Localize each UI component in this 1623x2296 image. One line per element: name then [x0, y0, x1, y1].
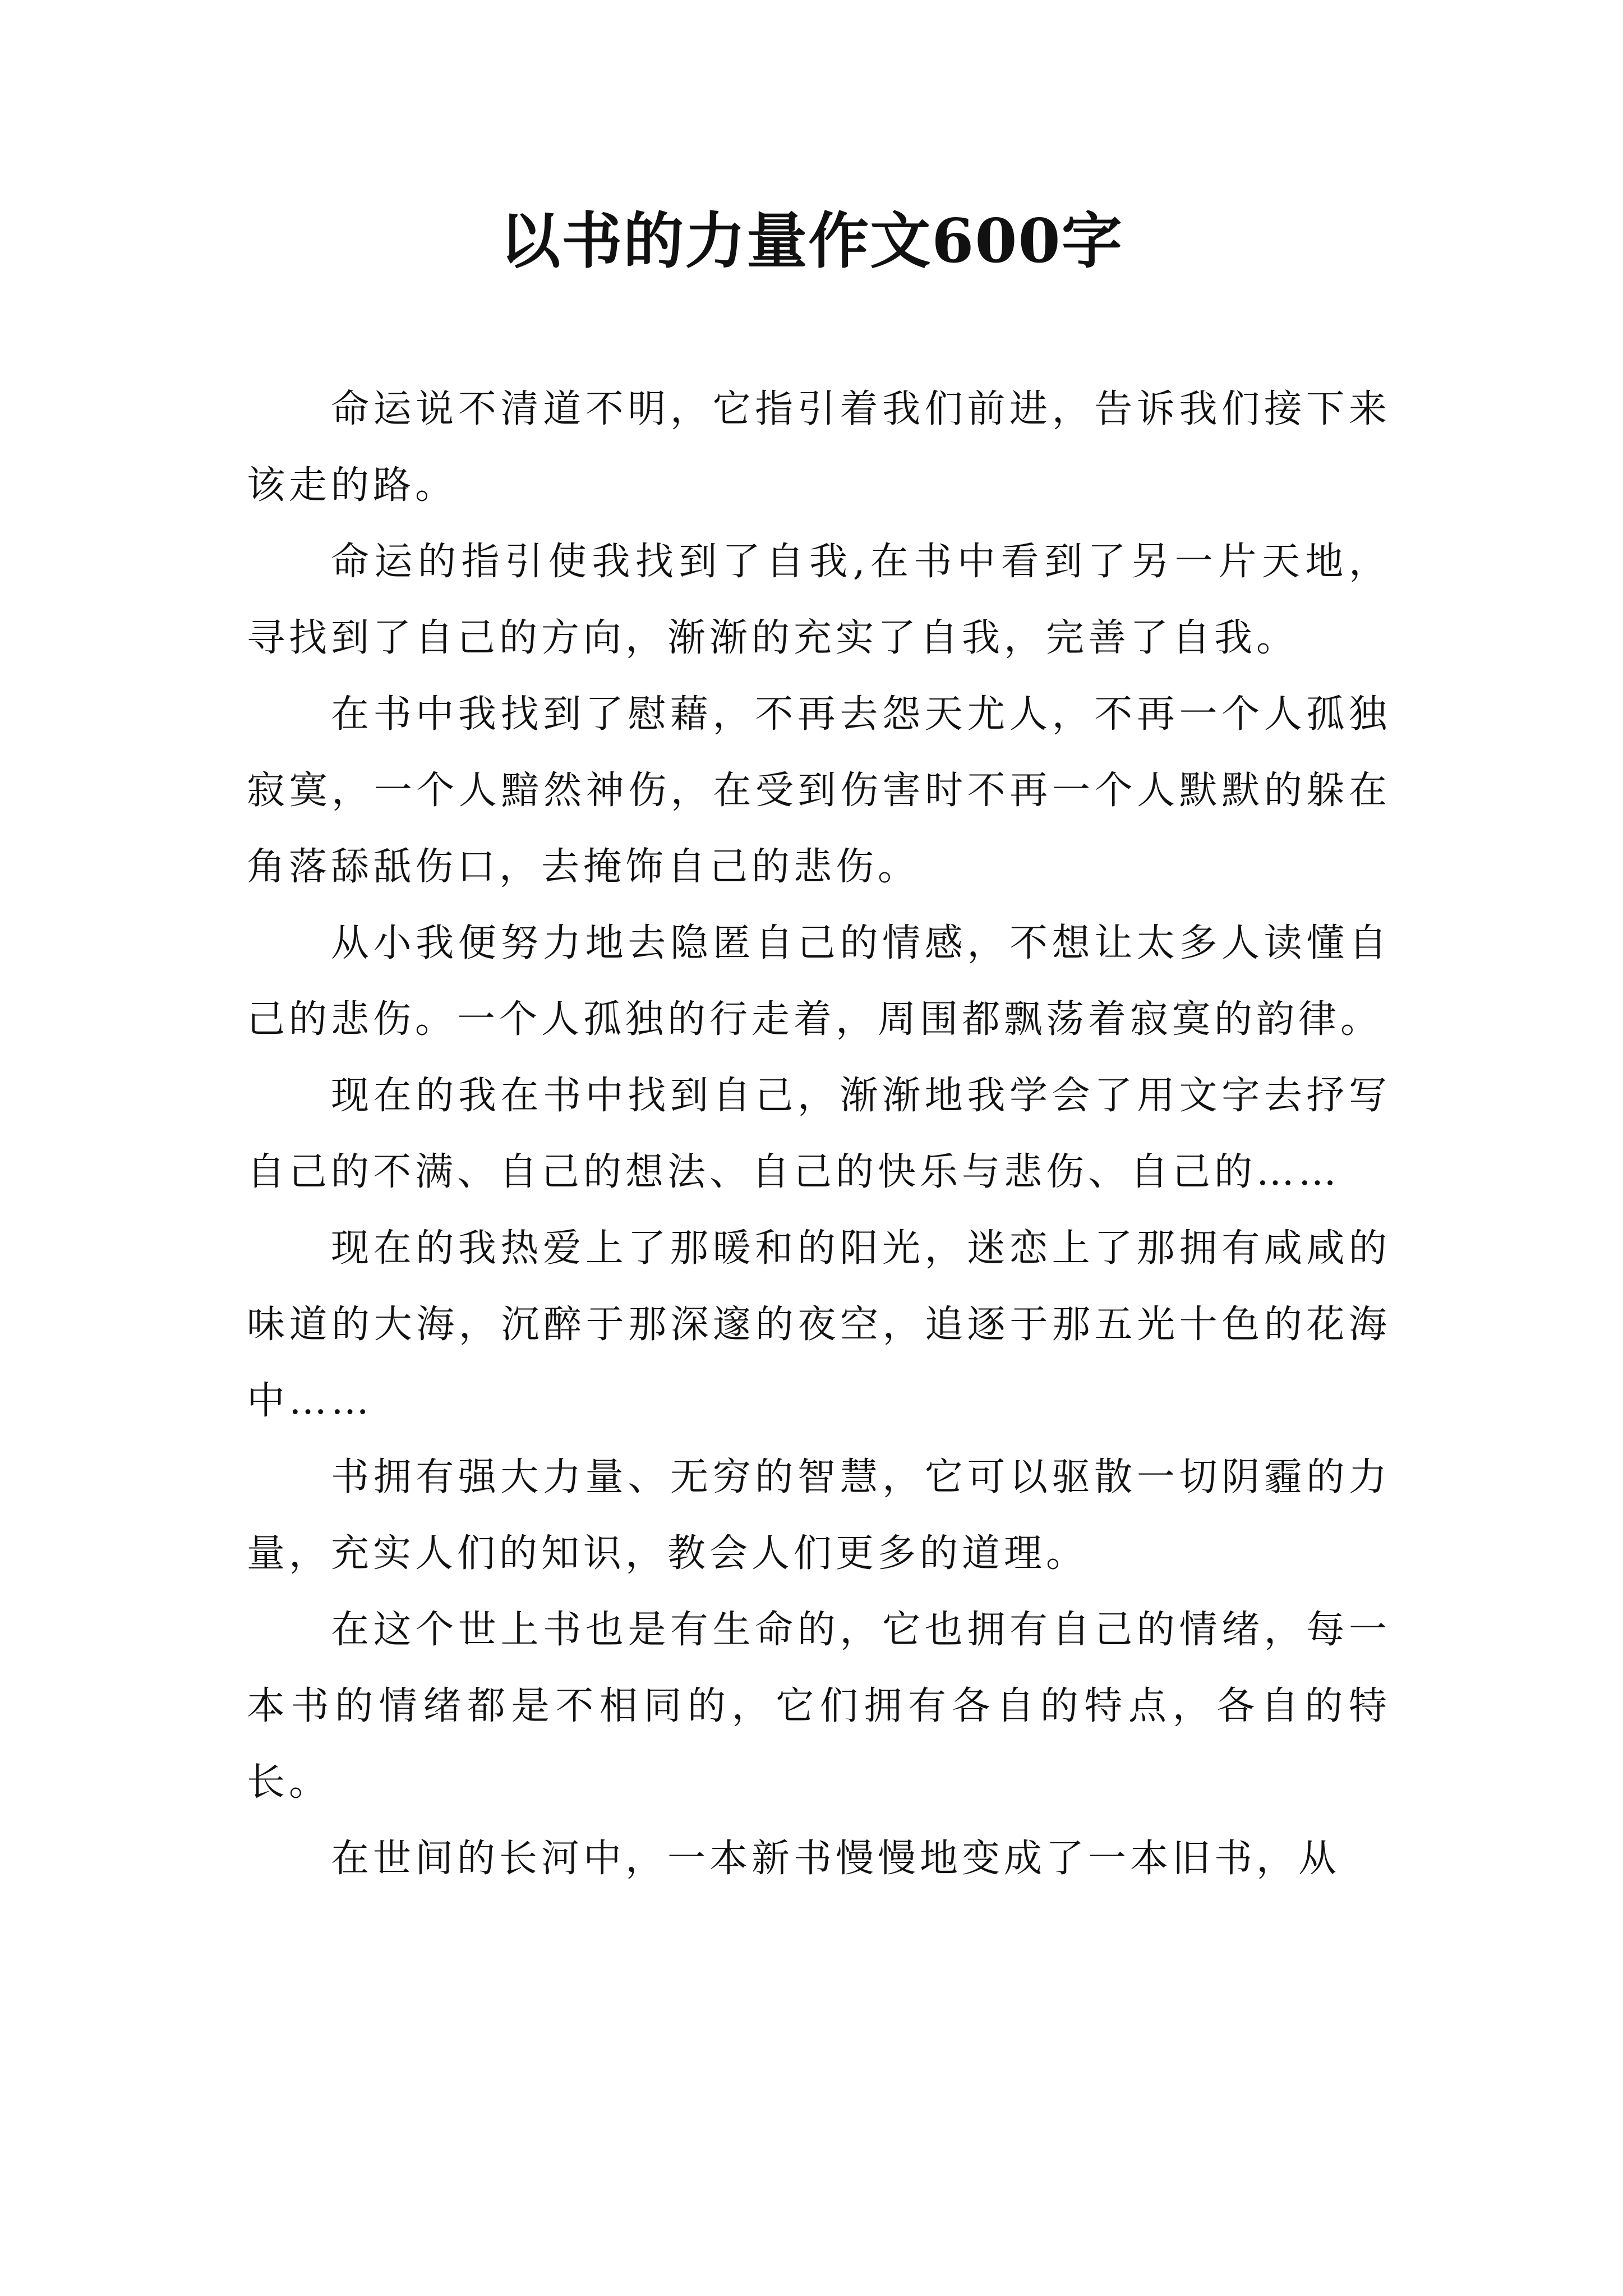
- document-title: 以书的力量作文600字: [500, 206, 1123, 277]
- paragraph: 在世间的长河中，一本新书慢慢地变成了一本旧书，从: [331, 1837, 1341, 1881]
- paragraph: 现在的我热爱上了那暖和的阳光，迷恋上了那拥有咸咸的味道的大海，沉醉于那深邃的夜空，追逐于那五光十色的花海中……: [247, 1226, 1391, 1423]
- paragraph: 在书中我找到了慰藉，不再去怨天尤人，不再一个人孤独寂寞，一个人黯然神伤，在受到伤害时不再一个人默默的躲在角落舔舐伤口，去掩饰自己的悲伤。: [247, 692, 1391, 889]
- paragraph: 从小我便努力地去隐匿自己的情感，不想让太多人读懂自己的悲伤。一个人孤独的行走着，周围都飘荡着寂寞的韵律。: [247, 921, 1391, 1042]
- paragraph: 命运说不清道不明，它指引着我们前进，告诉我们接下来该走的路。: [247, 387, 1391, 508]
- paragraph: 现在的我在书中找到自己，渐渐地我学会了用文字去抒写自己的不满、自己的想法、自己的快乐与悲伤、自己的……: [247, 1074, 1391, 1194]
- paragraph: 在这个世上书也是有生命的，它也拥有自己的情绪，每一本书的情绪都是不相同的，它们拥有各自的特点，各自的特长。: [247, 1608, 1391, 1805]
- paragraph: 命运的指引使我找到了自我,在书中看到了另一片天地，寻找到了自己的方向，渐渐的充实了自我，完善了自我。: [247, 540, 1391, 660]
- paragraph: 书拥有强大力量、无穷的智慧，它可以驱散一切阴霾的力量，充实人们的知识，教会人们更多的道理。: [247, 1455, 1391, 1576]
- document-body: [247, 371, 1391, 1897]
